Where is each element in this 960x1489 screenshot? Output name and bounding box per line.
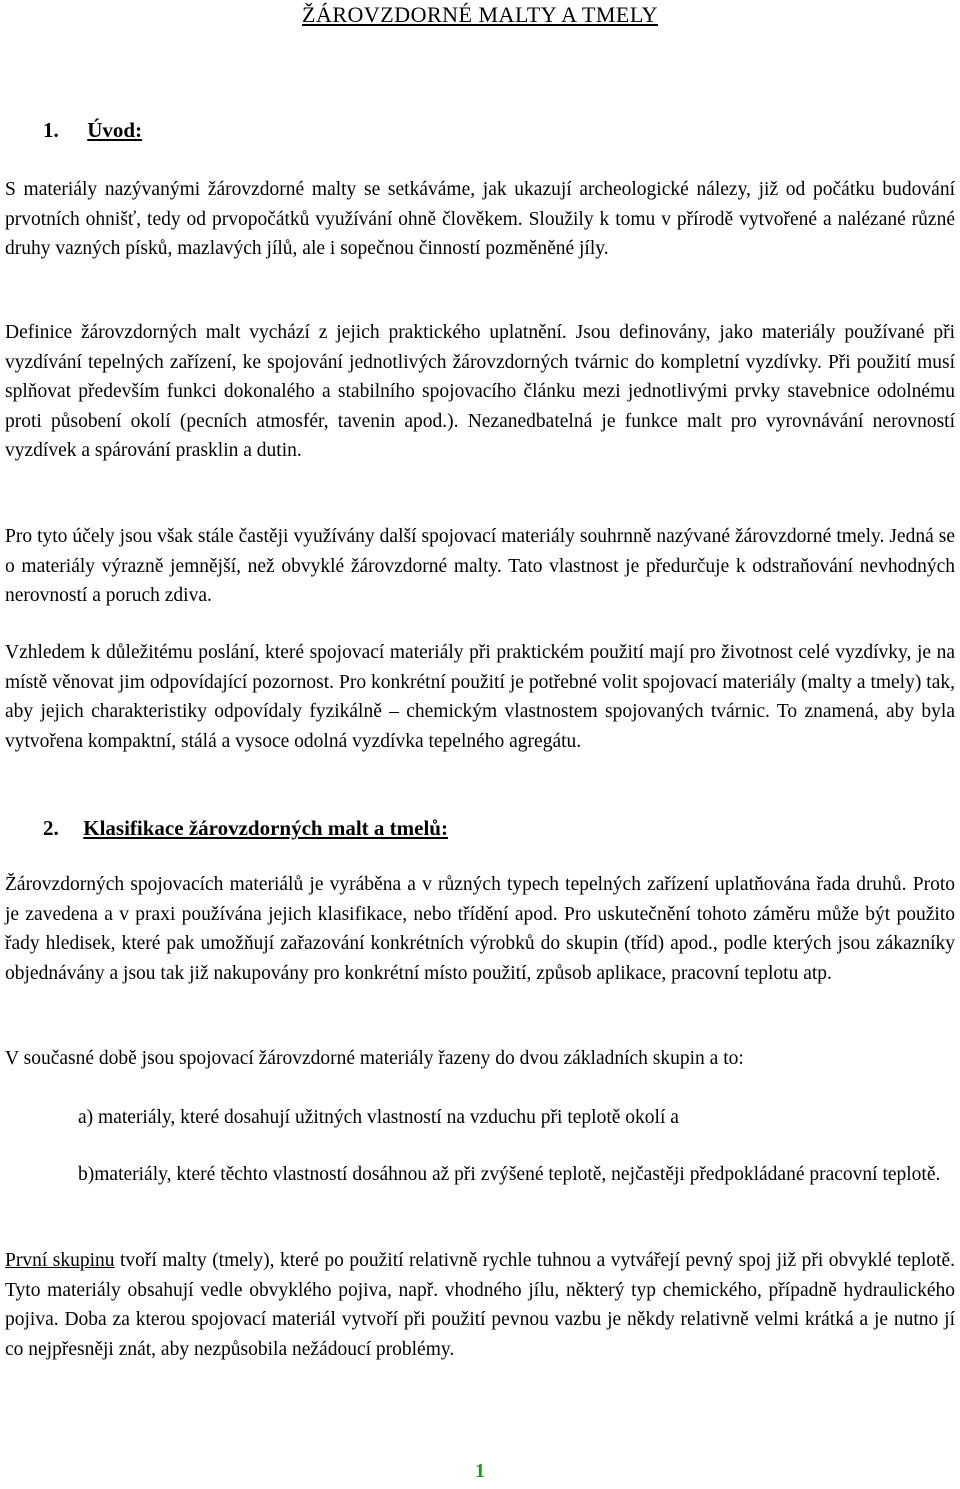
classification-paragraph-3 <box>5 1246 955 1364</box>
section-2-heading <box>43 816 448 841</box>
page-number: 1 <box>475 1460 485 1482</box>
section-1-heading <box>43 118 142 143</box>
intro-paragraph-1: S materiály nazývanými žárovzdorné malty se setkáváme, jak ukazují archeologické nálezy, již od počátku budování prvotních ohnišť, tedy od prvopočátků využívání ohně člověkem. Sloužily k tomu v přírodě vytvořené a nalézané různé druhy vazných písků, mazlavých jílů, ale i sopečnou činností pozměněné jíly. <box>5 179 955 260</box>
intro-paragraph-4: Vzhledem k důležitému poslání, které spojovací materiály při praktickém použití mají pro životnost celé vyzdívky, je na místě věnovat jim odpovídající pozornost. Pro konkrétní použití je potřebné volit spojovací materiály (malty a tmely) tak, aby jejich charakteristiky odpovídaly fyzikálně – chemickým vlastnostem spojovaných tvárnic. To znamená, aby byla vytvořena kompaktní, stálá a vysoce odolná vyzdívka tepelného agregátu. <box>5 642 955 752</box>
document-title: ŽÁROVZDORNÉ MALTY A TMELY <box>302 2 658 27</box>
classification-paragraph-2: V současné době jsou spojovací žárovzdorné materiály řazeny do dvou základních skupin a to: <box>5 1048 744 1069</box>
list-item-b-text: b)materiály, které těchto vlastností dosáhnou až při zvýšené teplotě, nejčastěji předpokládané pracovní teplotě. <box>78 1164 941 1185</box>
list-item-a: a) materiály, které dosahují užitných vlastností na vzduchu při teplotě okolí a <box>78 1107 679 1128</box>
section-1-number: 1. <box>43 118 59 142</box>
intro-paragraph-2: Definice žárovzdorných malt vychází z jejich praktického uplatnění. Jsou definovány, jako materiály používané při vyzdívání tepelných zařízení, ke spojování jednotlivých žárovzdorných tvárnic do kompletní vyzdívky. Při použití musí splňovat především funkci dokonalého a stabilního spojovacího článku mezi jednotlivými prvky stavebnice odolnému proti působení okolí (pecních atmosfér, tavenin apod.). Nezanedbatelná je funkce malt pro vyrovnávání nerovností vyzdívek a spárování prasklin a dutin. <box>5 322 955 462</box>
section-2-title: Klasifikace žárovzdorných malt a tmelů: <box>83 816 448 840</box>
first-group-description: tvoří malty (tmely), které po použití relativně rychle tuhnou a vytvářejí pevný spoj již při obvyklé teplotě. Tyto materiály obsahují vedle obvyklého pojiva, např. vhodného jílu, některý typ chemického, případně hydraulického pojiva. Doba za kterou spojovací materiál vytvoří při použití pevnou vazbu je někdy relativně velmi krátká a je nutno jí co nejpřesněji znát, aby nezpůsobila nežádoucí problémy. <box>5 1250 955 1360</box>
intro-paragraph-3: Pro tyto účely jsou však stále častěji využívány další spojovací materiály souhrnně nazývané žárovzdorné tmely. Jedná se o materiály výrazně jemnější, než obvyklé žárovzdorné malty. Tato vlastnost je předurčuje k odstraňování nevhodných nerovností a poruch zdiva. <box>5 526 955 607</box>
first-group-term: První skupinu <box>5 1250 115 1271</box>
section-1-title: Úvod: <box>87 118 143 142</box>
section-2-number: 2. <box>43 816 59 840</box>
list-item-b <box>78 1160 956 1190</box>
classification-paragraph-1: Žárovzdorných spojovacích materiálů je vyráběna a v různých typech tepelných zařízení uplatňována řada druhů. Proto je zavedena a v praxi používána jejich klasifikace, nebo třídění apod. Pro uskutečnění tohoto záměru může být použito řady hledisek, které pak umožňují zařazování konkrétních výrobků do skupin (tříd) apod., podle kterých jsou zákazníky objednávány a jsou tak již nakupovány pro konkrétní místo použití, způsob aplikace, pracovní teplotu atp. <box>5 874 955 984</box>
